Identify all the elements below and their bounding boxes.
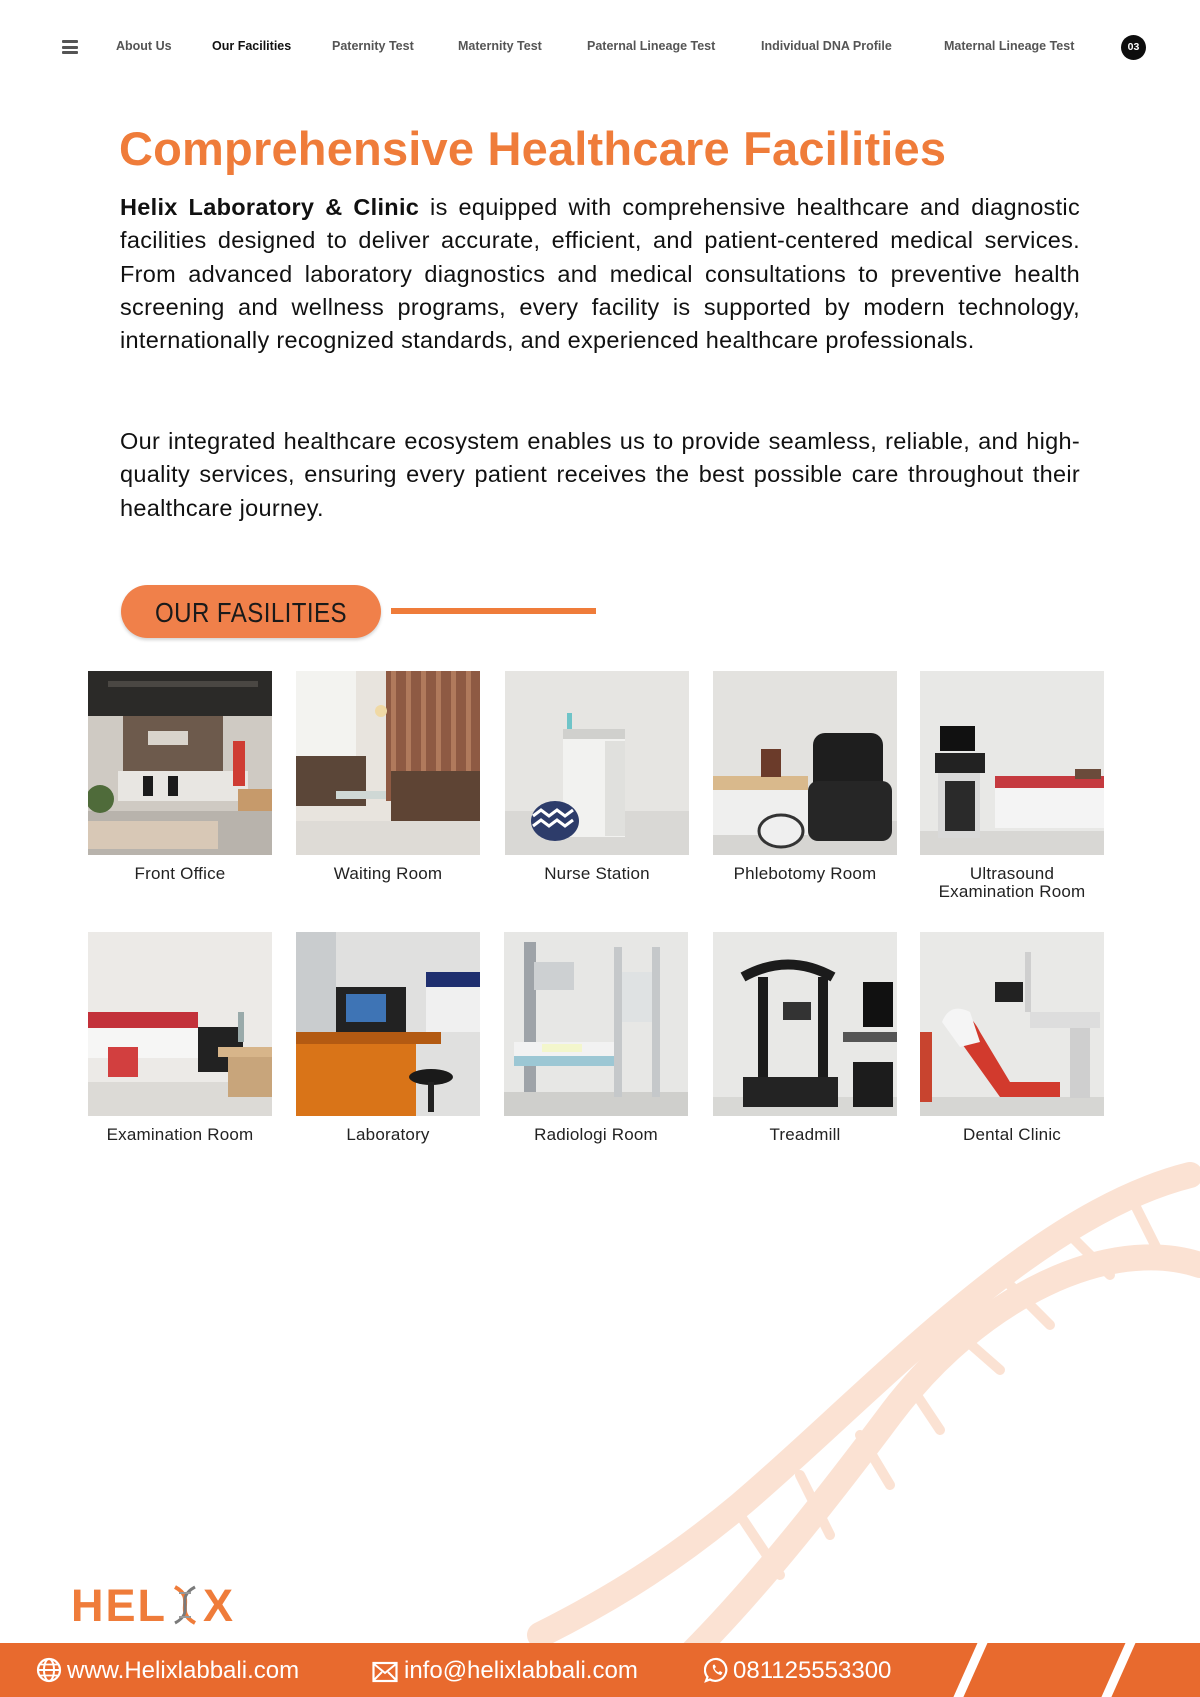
- nav-item-about-us[interactable]: About Us: [116, 39, 172, 53]
- nurse-station-photo: [505, 671, 689, 855]
- nav-item-paternal-lineage-test[interactable]: Paternal Lineage Test: [587, 39, 716, 53]
- nav-item-paternity-test[interactable]: Paternity Test: [332, 39, 414, 53]
- facility-caption: Phlebotomy Room: [733, 864, 877, 883]
- facility-card-waiting-room: [296, 671, 480, 883]
- facility-card-nurse-station: [505, 671, 689, 883]
- facility-caption: Examination Room: [106, 1125, 254, 1144]
- front-office-photo: [88, 671, 272, 855]
- facility-caption: Treadmill: [769, 1125, 841, 1144]
- facility-card-radiologi-room: [504, 932, 688, 1144]
- section-heading-pill: [121, 585, 381, 638]
- facility-card-ultrasound-examination-room: [920, 671, 1104, 901]
- facility-card-front-office: [88, 671, 272, 883]
- facility-caption: Laboratory: [346, 1125, 430, 1144]
- footer-slash-decoration: [951, 1643, 989, 1697]
- footer-bar: [0, 1643, 1200, 1697]
- facility-card-laboratory: [296, 932, 480, 1144]
- footer-phone-link[interactable]: 081125553300: [733, 1657, 892, 1684]
- section-divider: [391, 608, 596, 614]
- ecosystem-paragraph: Our integrated healthcare ecosystem enables us to provide seamless, reliable, and high-quality services, ensuring every patient receives the best possible care throughout their healthcare journey.: [120, 428, 1080, 521]
- nav-item-maternal-lineage-test[interactable]: Maternal Lineage Test: [944, 39, 1075, 53]
- helix-logo: [71, 1580, 235, 1632]
- section-heading: OUR FASILITIES: [154, 597, 348, 628]
- top-nav: [0, 0, 1200, 94]
- mail-icon: [372, 1659, 398, 1685]
- intro-paragraph-text: is equipped with comprehensive healthcare and diagnostic facilities designed to deliver accurate, efficient, and patient-centered medical services. From advanced laboratory diagnostics and medical consultations to preventive health screening and wellness programs, every facility is supported by modern technology, internationally recognized standards, and experienced healthcare professionals.: [120, 194, 1081, 354]
- facility-caption: Waiting Room: [333, 864, 443, 883]
- nav-item-individual-dna-profile[interactable]: Individual DNA Profile: [761, 39, 892, 53]
- nav-item-our-facilities[interactable]: Our Facilities: [212, 39, 292, 53]
- ultrasound-room-photo: [920, 671, 1104, 855]
- footer-email-link[interactable]: info@helixlabbali.com: [404, 1657, 638, 1684]
- dental-clinic-photo: [920, 932, 1104, 1116]
- nav-item-maternity-test[interactable]: Maternity Test: [458, 39, 542, 53]
- page-title: Comprehensive Healthcare Facilities: [119, 122, 947, 175]
- facility-caption: Front Office: [134, 864, 226, 883]
- phlebotomy-room-photo: [713, 671, 897, 855]
- page-number-badge: 03: [1121, 35, 1146, 60]
- facility-caption: Dental Clinic: [962, 1125, 1062, 1144]
- laboratory-photo: [296, 932, 480, 1116]
- clinic-name: Helix Laboratory & Clinic: [120, 194, 420, 220]
- menu-icon[interactable]: [62, 40, 78, 54]
- examination-room-photo: [88, 932, 272, 1116]
- logo-text-right: X: [203, 1580, 236, 1631]
- facility-card-treadmill: [713, 932, 897, 1144]
- footer-slash-decoration: [1099, 1643, 1137, 1697]
- globe-icon: [36, 1657, 62, 1683]
- facility-card-phlebotomy-room: [713, 671, 897, 883]
- intro-paragraph: [120, 191, 1080, 357]
- facility-caption: Ultrasound Examination Room: [938, 864, 1086, 901]
- dna-logo-icon: [167, 1585, 203, 1625]
- dna-watermark-icon: [510, 1155, 1200, 1645]
- whatsapp-icon: [704, 1657, 730, 1683]
- waiting-room-photo: [296, 671, 480, 855]
- logo-text-left: HEL: [71, 1580, 167, 1631]
- facility-card-dental-clinic: [920, 932, 1104, 1144]
- facility-card-examination-room: [88, 932, 272, 1144]
- facility-caption: Nurse Station: [544, 864, 650, 883]
- radiologi-room-photo: [504, 932, 688, 1116]
- facility-caption: Radiologi Room: [534, 1125, 658, 1144]
- treadmill-photo: [713, 932, 897, 1116]
- footer-website-link[interactable]: www.Helixlabbali.com: [67, 1657, 300, 1684]
